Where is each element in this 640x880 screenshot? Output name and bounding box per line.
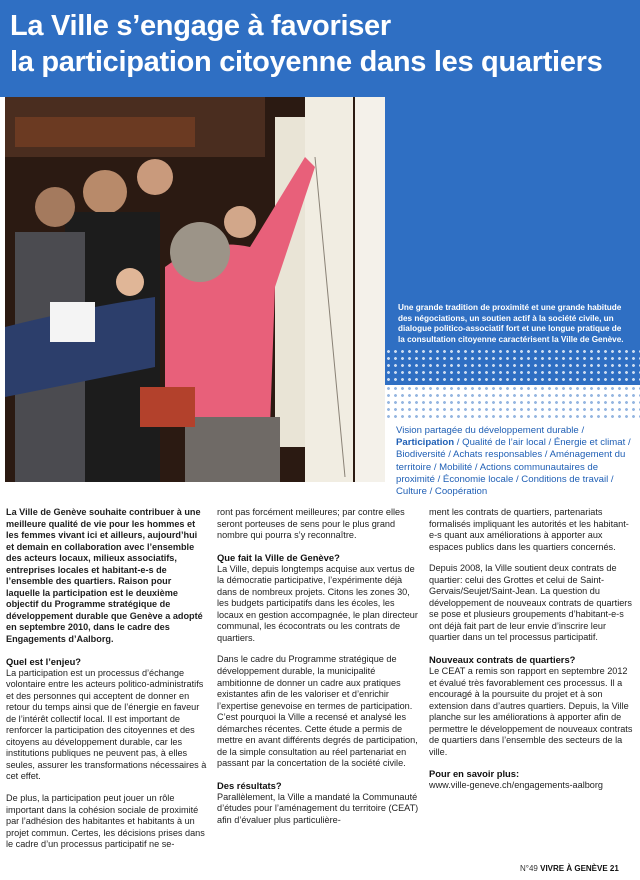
title-line-2: la participation citoyenne dans les quartiers bbox=[10, 46, 603, 78]
page-number: 21 bbox=[609, 864, 619, 873]
photo-illustration bbox=[5, 97, 385, 482]
tags-before: Vision partagée du développement durable / bbox=[396, 425, 585, 436]
tag-participation: Participation bbox=[396, 437, 455, 449]
title-line-1: La Ville s’engage à favoriser bbox=[10, 10, 391, 42]
website-link[interactable]: www.ville-geneve.ch/engagements-aalborg bbox=[429, 780, 603, 791]
paragraph: La Ville, depuis longtemps acquise aux vertus de la démocratie participative, l’expérimente déjà dans de nombreux projets. Citons les zones 30, les budgets participatifs dans les écoles, les locaux en gestion accompagnée, le plan directeur communal, les écocontrats ou les contrats de quartiers. bbox=[217, 563, 418, 643]
theme-tags bbox=[396, 425, 636, 498]
issue-number: N°49 bbox=[520, 864, 538, 873]
heading-des-resultats: Des résultats? bbox=[217, 779, 282, 791]
heading-en-savoir-plus: Pour en savoir plus: bbox=[429, 768, 520, 780]
paragraph: ront pas forcément meilleures; par contre elles seront porteuses de sens pour le plus grand nombre qui pourra s’y reconnaître. bbox=[217, 507, 405, 541]
paragraph: ment les contrats de quartiers, partenariats formalisés impliquant les autorités et les habitant-e-s quant aux améliorations à apporter aux espaces publics dans les quartiers concernés. bbox=[429, 507, 629, 552]
header-banner bbox=[0, 0, 640, 97]
intro-paragraph: La Ville de Genève souhaite contribuer à une meilleure qualité de vie pour les hommes et les femmes vivant ici et ailleurs, aujourd’hui et demain en collaboration avec l’ensemble des acteurs locaux, milieux associatifs, entreprises locales et habitant-e-s de l’ensemble des quartiers. Raison pour laquelle la participation est le deuxième objectif du Programme stratégique de développement durable que Genève a adopté en septembre 2010, dans le cadre des Engagements d’Aalborg. bbox=[6, 507, 203, 645]
column-1 bbox=[6, 507, 207, 861]
dot-pattern-fade bbox=[385, 385, 640, 422]
heading-nouveaux-contrats: Nouveaux contrats de quartiers? bbox=[429, 654, 576, 666]
heading-enjeu: Quel est l’enjeu? bbox=[6, 655, 82, 667]
page-title bbox=[10, 8, 602, 80]
column-3 bbox=[429, 507, 633, 802]
magazine-name: VIVRE À GENÈVE bbox=[540, 864, 608, 873]
page-footer bbox=[520, 864, 619, 873]
paragraph: La participation est un processus d’échange volontaire entre les acteurs politico-administratifs et des personnes qui acceptent de donner en retour du temps ainsi que de l’énergie en faveur de l’intérêt collectif local. Il est important de renforcer la participation des citoyennes et des citoyens au développement durable, car les institutions publiques ne peuvent pas, à elles seules, assurer les transformations nécessaires à cet effet. bbox=[6, 667, 207, 782]
paragraph: Dans le cadre du Programme stratégique de développement durable, la municipalité ambitionne de donner un cadre aux pratiques existantes afin de les valoriser et d’enrichir l’expertise genevoise en termes de participation. C’est pourquoi la Ville a recensé et analysé les démarches récentes. Cette étude a permis de mettre en avant différents degrés de participation, de la simple consultation au réel partenariat en passant par la concertation de la société civile. bbox=[217, 654, 418, 769]
tags-after: / Qualité de l’air local / Énergie et climat / Biodiversité / Achats responsables / Aménagement du territoire / Mobilité / Actions communautaires de proximité / Économie locale / Conditions de travail / Culture / Coopération bbox=[396, 437, 631, 498]
paragraph: De plus, la participation peut jouer un rôle important dans la cohésion sociale de proximité par l’adhésion des habitantes et habitants à un projet commun. Certes, les décisions prises dans le cadre d’un processus participatif ne se- bbox=[6, 793, 205, 850]
heading-que-fait-la-ville: Que fait la Ville de Genève? bbox=[217, 551, 340, 563]
paragraph: Depuis 2008, la Ville soutient deux contrats de quartier: celui des Grottes et celui de Saint-Gervais/Seujet/Saint-Jean. La question du développement de nouveaux contrats de quartiers se pose et plusieurs groupements d’habitant-e-s ont déjà fait part de leur envie d’inscrire leur quartier dans un tel processus participatif. bbox=[429, 563, 632, 643]
paragraph: Parallèlement, la Ville a mandaté la Communauté d’études pour l’aménagement du territoire (CEAT) afin d’évaluer plus particulière- bbox=[217, 791, 419, 826]
photo bbox=[5, 97, 385, 482]
paragraph: Le CEAT a remis son rapport en septembre 2012 et évalué très favorablement ces processus. Il a encouragé à la poursuite du projet et à son extension dans d’autres quartiers. Depuis, la Ville planche sur les améliorations à apporter afin de permettre le développement de nouveaux contrats de quartiers dans l’ensemble des secteurs de la ville. bbox=[429, 666, 633, 757]
photo-caption: Une grande tradition de proximité et une grande habitude des négociations, un soutien actif à la société civile, un dialogue politico-associatif fort et une longue pratique de la consultation citoyenne caractérisent la Ville de Genève. bbox=[398, 303, 624, 344]
column-2 bbox=[217, 507, 420, 837]
